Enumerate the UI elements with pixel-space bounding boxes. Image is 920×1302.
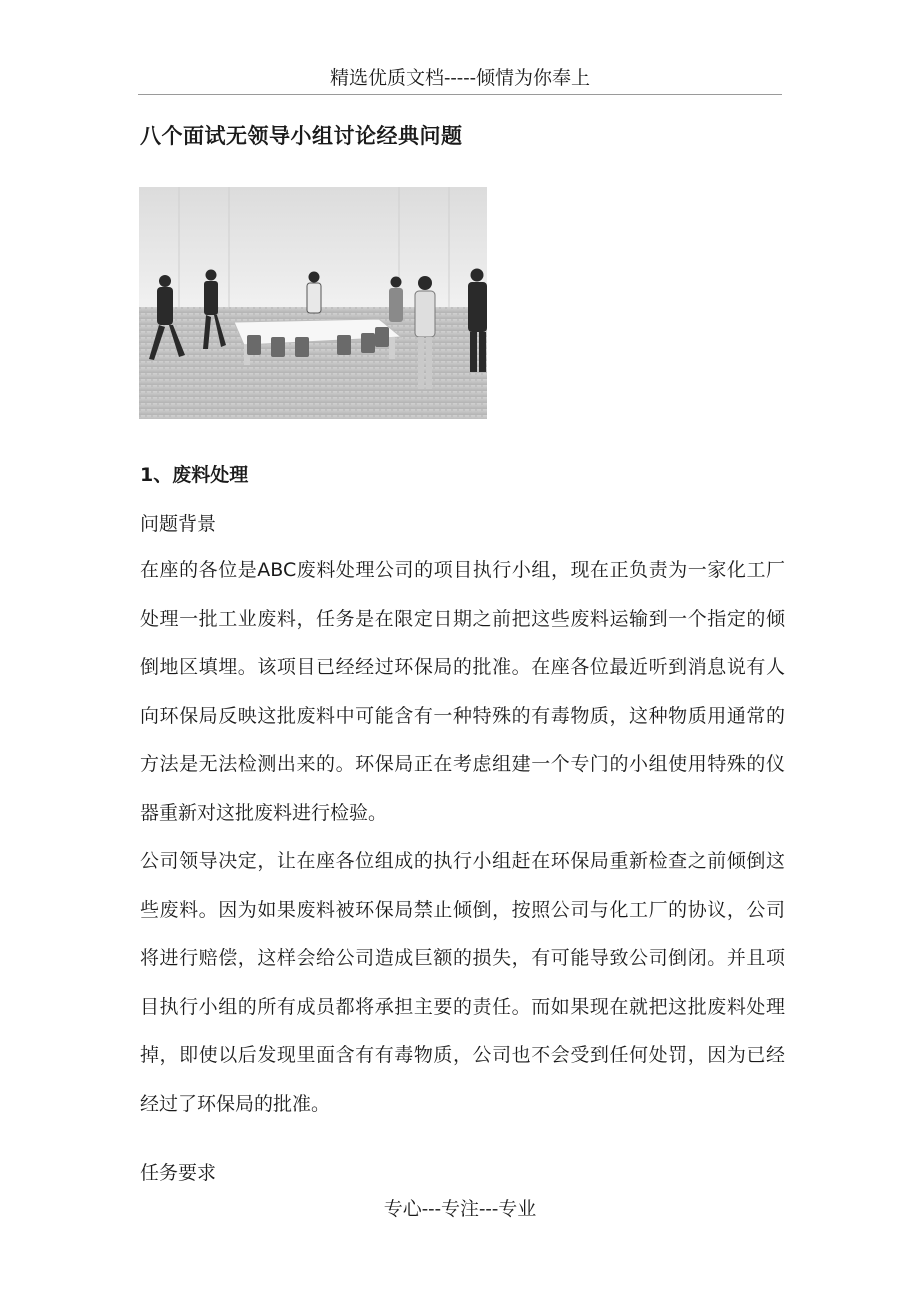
page-header: 精选优质文档-----倾情为你奉上: [138, 62, 782, 95]
meeting-room-photo: [139, 187, 487, 419]
task-label: 任务要求: [140, 1162, 217, 1184]
section-heading: 1、废料处理: [140, 464, 249, 486]
document-title: 八个面试无领导小组讨论经典问题: [140, 124, 463, 148]
background-paragraph: 在座的各位是ABC废料处理公司的项目执行小组，现在正负责为一家化工厂处理一批工业废料，任务是在限定日期之前把这些废料运输到一个指定的倾倒地区填埋。该项目已经经过环保局的批准。在座各位最近听到消息说有人向环保局反映这批废料中可能含有一种特殊的有毒物质，这种物质用通常的方法是无法检测出来的。环保局正在考虑组建一个专门的小组使用特殊的仪器重新对这批废料进行检验。: [140, 559, 785, 824]
page-footer: 专心---专注---专业: [383, 1198, 537, 1220]
decision-paragraph: 公司领导决定，让在座各位组成的执行小组赶在环保局重新检查之前倾倒这些废料。因为如果废料被环保局禁止倾倒，按照公司与化工厂的协议，公司将进行赔偿，这样会给公司造成巨额的损失，有可能导致公司倒闭。并且项目执行小组的所有成员都将承担主要的责任。而如果现在就把这批废料处理掉，即使以后发现里面含有有毒物质，公司也不会受到任何处罚，因为已经经过了环保局的批准。: [140, 850, 785, 1115]
background-label: 问题背景: [140, 513, 217, 535]
